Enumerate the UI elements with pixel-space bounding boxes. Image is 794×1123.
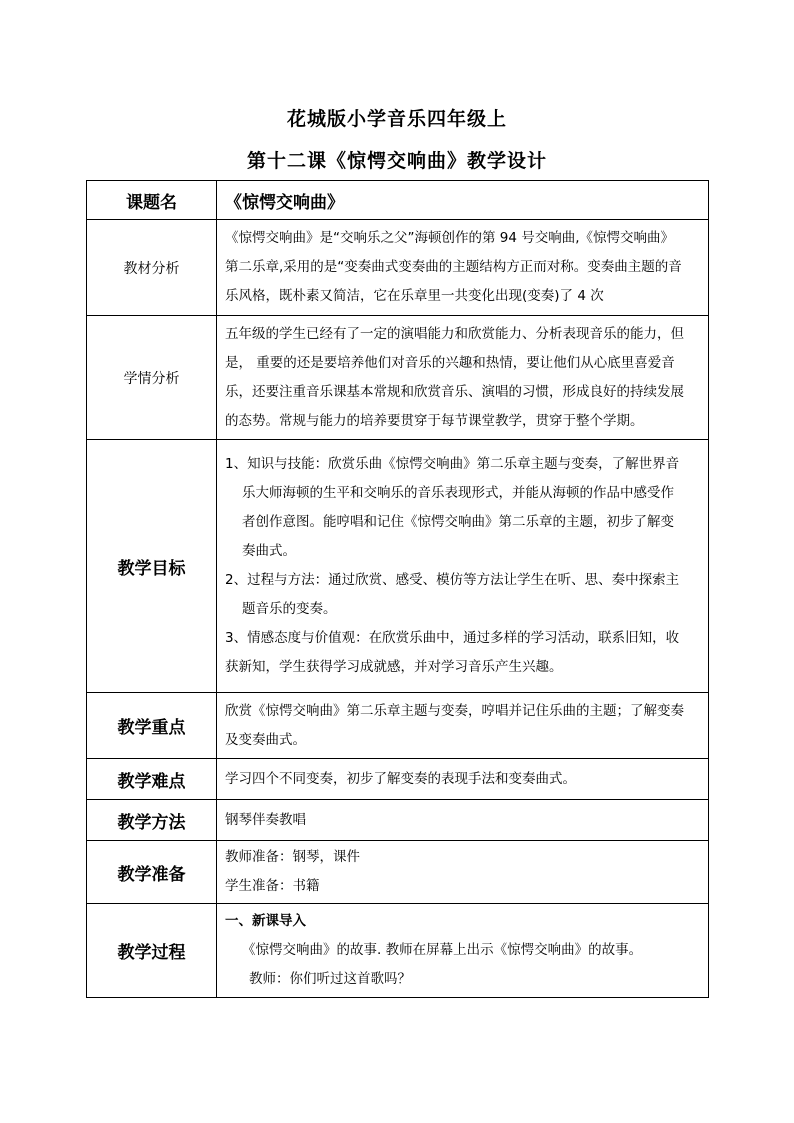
goal-2-line: 题音乐的变奏。	[242, 601, 337, 617]
label-cell	[87, 841, 217, 904]
label-cell	[87, 440, 217, 693]
students-line: 五年级的学生已经有了一定的演唱能力和欣赏能力、分析表现音乐的能力，但	[225, 325, 684, 342]
subject-value: 《惊愕交响曲》	[225, 192, 344, 213]
content-cell	[217, 440, 709, 693]
difficulties-label: 教学难点	[117, 771, 186, 792]
lesson-plan-table	[86, 180, 709, 998]
table-row-goals	[87, 440, 709, 693]
key-points-line: 欣赏《惊愕交响曲》第二乐章主题与变奏，哼唱并记住乐曲的主题；了解变奏	[225, 702, 684, 719]
process-heading: 一、新课导入	[225, 913, 306, 929]
key-points-label: 教学重点	[117, 718, 186, 738]
method-label: 教学方法	[117, 812, 186, 833]
goal-1-line: 乐大师海顿的生平和交响乐的音乐表现形式，并能从海顿的作品中感受作	[242, 485, 674, 501]
table-row-difficulties	[87, 759, 709, 800]
content-cell	[217, 693, 709, 759]
goal-3-line: 获新知，学生获得学习成就感，并对学习音乐产生兴趣。	[225, 659, 563, 675]
teacher-preparation: 教师准备：钢琴，课件	[225, 849, 360, 865]
content-cell	[217, 800, 709, 841]
content-cell	[217, 181, 709, 220]
label-cell	[87, 904, 217, 998]
document-title: 花城版小学音乐四年级上	[286, 108, 507, 130]
preparation-label: 教学准备	[117, 864, 186, 885]
label-cell	[87, 220, 217, 316]
label-cell	[87, 316, 217, 440]
material-line: 第二乐章,采用的是“变奏曲式变奏曲的主题结构方正而对称。变奏曲主题的音	[225, 259, 682, 275]
label-cell	[87, 759, 217, 800]
table-row-preparation	[87, 841, 709, 904]
key-points-line: 及变奏曲式。	[225, 731, 306, 748]
goal-2-line: 2、过程与方法：通过欣赏、感受、模仿等方法让学生在听、思、奏中探索主	[225, 572, 680, 588]
difficulties-text: 学习四个不同变奏，初步了解变奏的表现手法和变奏曲式。	[225, 770, 576, 787]
process-label: 教学过程	[117, 943, 186, 963]
table-row-subject	[87, 181, 709, 220]
table-row-process	[87, 904, 709, 998]
method-text: 钢琴伴奏教唱	[225, 811, 306, 828]
material-line: 乐风格，既朴素又简洁，它在乐章里一共变化出现(变奏)了 4 次	[225, 288, 604, 304]
content-cell	[217, 220, 709, 316]
goals-label: 教学目标	[117, 558, 186, 579]
students-line: 是， 重要的还是要培养他们对音乐的兴趣和热情，要让他们从心底里喜爱音	[225, 354, 675, 371]
goal-3-line: 3、情感态度与价值观：在欣赏乐曲中，通过多样的学习活动，联系旧知，收	[225, 630, 680, 646]
table-row-students	[87, 316, 709, 440]
student-preparation: 学生准备：书籍	[225, 878, 320, 894]
goal-1-line: 奏曲式。	[242, 543, 296, 559]
material-line: 《惊愕交响曲》是“交响乐之父”海顿创作的第 94 号交响曲,《惊愕交响曲》	[225, 230, 675, 246]
table-row-key-points	[87, 693, 709, 759]
subject-label: 课题名	[126, 192, 177, 213]
students-line: 乐，还要注重音乐课基本常规和欣赏音乐、演唱的习惯，形成良好的持续发展	[225, 383, 684, 400]
students-line: 的态势。常规与能力的培养要贯穿于每节课堂教学，贯穿于整个学期。	[225, 412, 644, 429]
content-cell	[217, 759, 709, 800]
process-line: 教师：你们听过这首歌吗？	[249, 971, 411, 987]
label-cell	[87, 181, 217, 220]
label-cell	[87, 800, 217, 841]
label-cell	[87, 693, 217, 759]
goal-1-line: 者创作意图。能哼唱和记住《惊愕交响曲》第二乐章的主题，初步了解变	[242, 514, 674, 530]
content-cell	[217, 904, 709, 998]
process-line: 《惊愕交响曲》的故事. 教师在屏幕上出示《惊愕交响曲》的故事。	[242, 942, 643, 958]
table-row-method	[87, 800, 709, 841]
students-label: 学情分析	[123, 370, 180, 387]
content-cell	[217, 841, 709, 904]
content-cell	[217, 316, 709, 440]
document-subtitle: 第十二课《惊愕交响曲》教学设计	[246, 150, 547, 172]
table-row-material	[87, 220, 709, 316]
goal-1-line: 1、知识与技能：欣赏乐曲《惊愕交响曲》第二乐章主题与变奏，了解世界音	[225, 456, 680, 472]
material-label: 教材分析	[123, 260, 180, 277]
